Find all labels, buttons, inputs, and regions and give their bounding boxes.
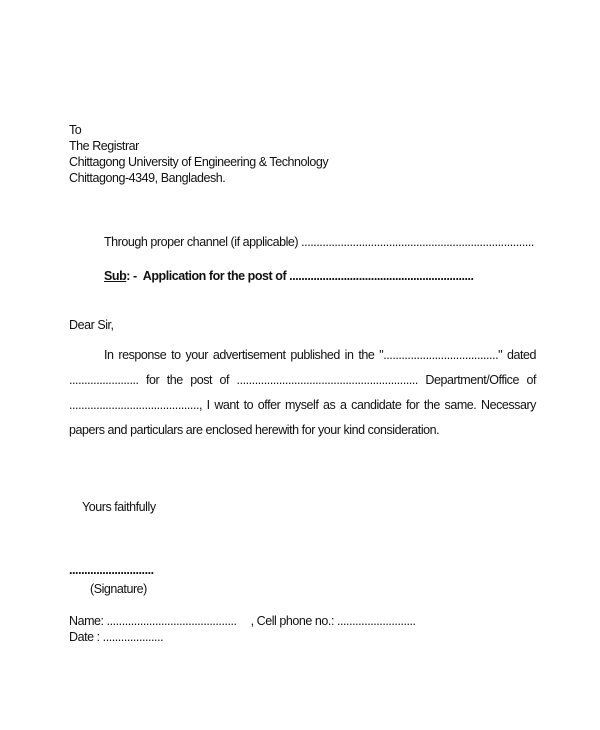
address-city: Chittagong-4349, Bangladesh. bbox=[69, 171, 226, 185]
body-line: your kind consideration. bbox=[317, 423, 440, 437]
subject-separator: : - bbox=[126, 269, 137, 283]
cell-phone-field: , Cell phone no.: .......................... bbox=[250, 614, 416, 628]
signature-line: ............................ bbox=[69, 563, 154, 577]
channel-line: Through proper channel (if applicable) ............................................................................. bbox=[104, 235, 534, 249]
name-field: Name: ........................................... bbox=[69, 614, 237, 628]
closing: Yours faithfully bbox=[82, 500, 156, 514]
date-field: Date : .................... bbox=[69, 630, 164, 644]
subject-label: Sub bbox=[104, 269, 127, 283]
signature-label: (Signature) bbox=[90, 582, 147, 596]
body-line: for the post of ............................................................ Department/Office of ..........................................., I bbox=[69, 373, 536, 412]
salutation: Dear Sir, bbox=[69, 318, 114, 332]
body-line: want to offer myself as a candidate for the same. Necessary papers and particulars are enclosed herewith for bbox=[69, 398, 536, 437]
subject-text: Application for the post of ............................................................. bbox=[142, 269, 474, 283]
address-to: To bbox=[69, 123, 82, 137]
body-line: In response to your advertisement published in the "......................................" dated ....................... bbox=[69, 348, 536, 387]
body-paragraph bbox=[69, 343, 536, 443]
address-institution: Chittagong University of Engineering & Technology bbox=[69, 155, 329, 169]
subject-line bbox=[69, 268, 536, 284]
address-block bbox=[69, 122, 536, 186]
address-recipient: The Registrar bbox=[69, 139, 139, 153]
name-phone-row bbox=[69, 613, 536, 629]
